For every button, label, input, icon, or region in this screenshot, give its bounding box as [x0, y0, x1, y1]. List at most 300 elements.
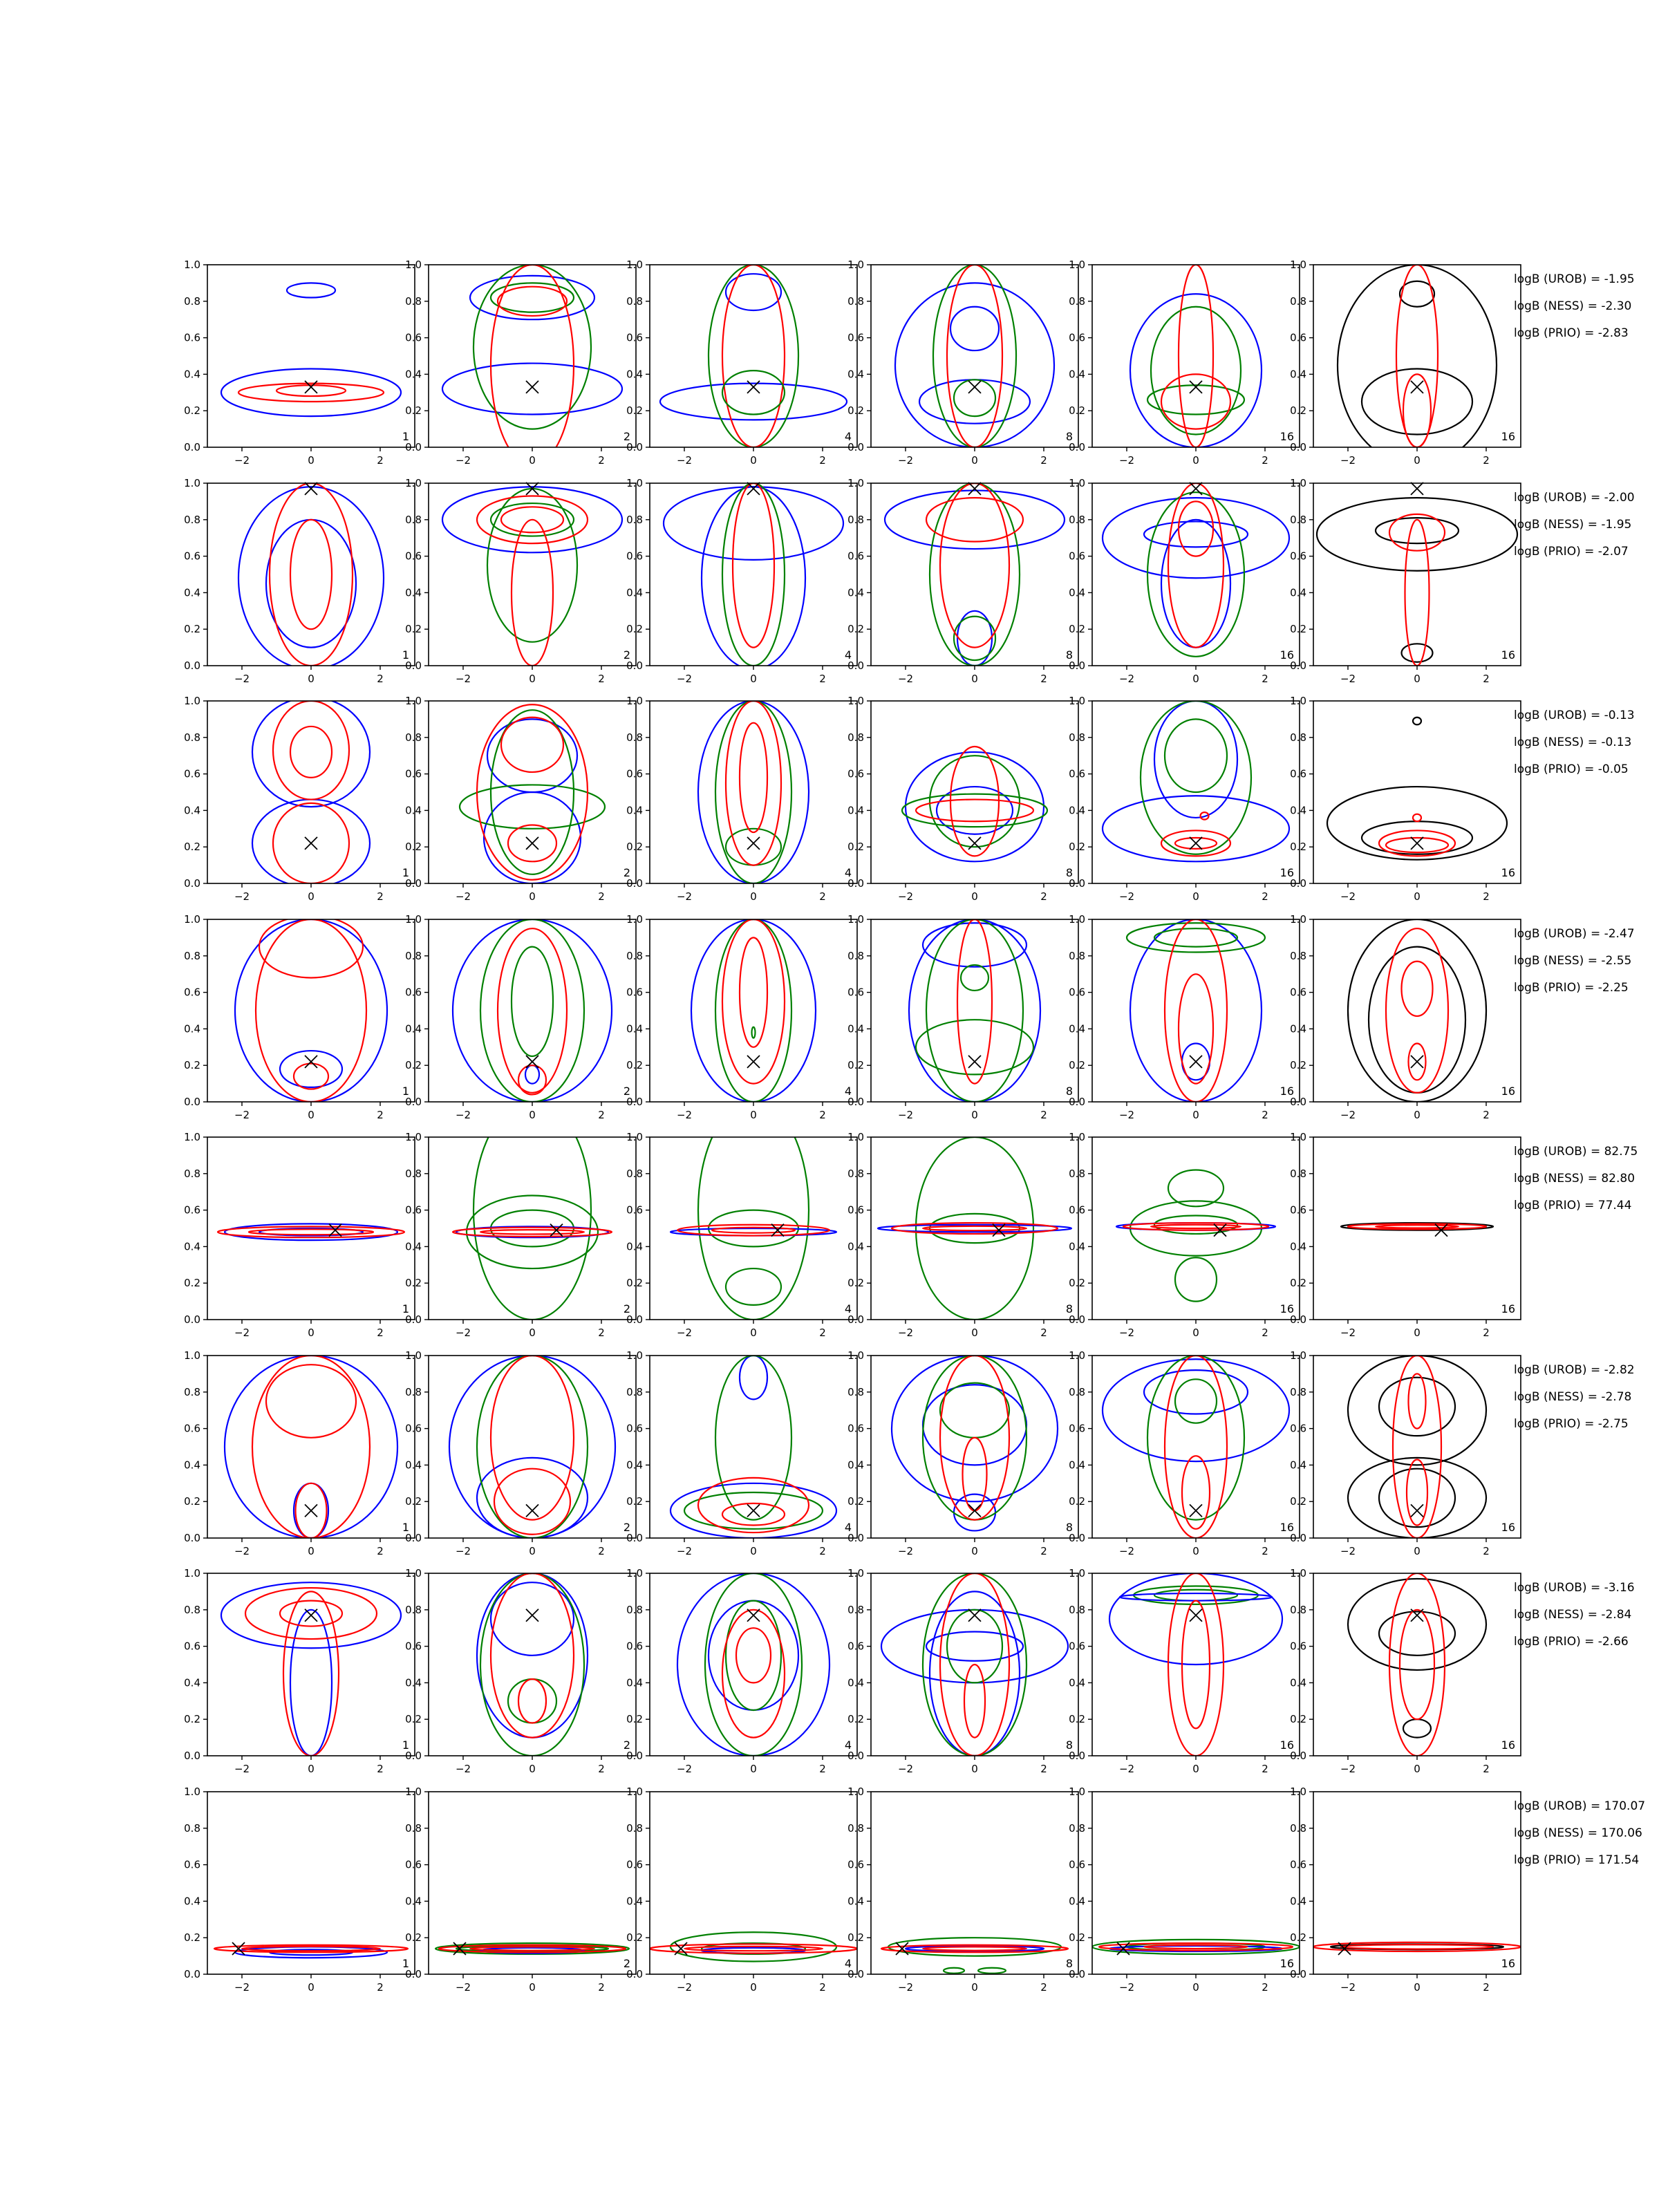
y-tick-label: 0.6 — [184, 550, 200, 563]
x-tick-label: −2 — [234, 890, 250, 903]
contour-group — [442, 265, 622, 465]
x-tick-label: −2 — [1118, 1763, 1135, 1775]
panel-corner-label: 16 — [1280, 1521, 1294, 1534]
y-tick-label: 0.8 — [184, 949, 200, 962]
subplot-panel — [623, 695, 857, 903]
y-tick-label: 0.4 — [1069, 1022, 1085, 1035]
x-tick-label: 0 — [750, 890, 757, 903]
x-tick-label: 0 — [971, 1327, 978, 1339]
subplot-panel — [1069, 477, 1300, 685]
contour-line-urob — [238, 487, 384, 669]
logb-annotation: logB (NESS) = -2.30 — [1514, 299, 1632, 313]
contour-line-ness — [1179, 501, 1213, 556]
panel-corner-label: 8 — [1065, 1738, 1073, 1752]
contour-line-urob — [923, 923, 1027, 966]
y-tick-label: 0.4 — [1069, 804, 1085, 817]
x-tick-label: 2 — [819, 1763, 826, 1775]
contour-line-urob — [287, 283, 335, 297]
logb-annotation: logB (PRIO) = -2.75 — [1514, 1417, 1629, 1431]
contour-line-urob — [442, 364, 622, 415]
y-tick-label: 0.4 — [626, 586, 643, 599]
y-tick-label: 0.8 — [847, 1167, 864, 1180]
y-tick-label: 1.0 — [847, 259, 864, 271]
x-tick-label: −2 — [455, 454, 471, 467]
y-tick-label: 0.6 — [847, 986, 864, 999]
panel-corner-label: 16 — [1501, 1738, 1515, 1752]
contour-line-ness — [480, 1230, 584, 1234]
y-tick-label: 0.2 — [405, 841, 422, 854]
y-tick-label: 0.4 — [184, 1676, 200, 1689]
x-tick-label: −2 — [897, 454, 914, 467]
y-tick-label: 0.4 — [184, 1895, 200, 1908]
y-tick-label: 0.8 — [184, 731, 200, 744]
y-tick-label: 0.2 — [1290, 841, 1306, 854]
x-tick-label: −2 — [676, 1763, 693, 1775]
subplot-panel — [1290, 913, 1521, 1121]
contour-line-truth — [1400, 281, 1434, 307]
contour-line-urob — [691, 919, 816, 1102]
x-tick-label: 2 — [598, 1763, 605, 1775]
y-tick-label: 0.2 — [626, 1277, 643, 1290]
x-tick-label: 0 — [1192, 1109, 1199, 1121]
contour-line-prio — [752, 1027, 756, 1038]
subplot-panel — [1290, 477, 1521, 685]
contour-line-urob — [221, 368, 401, 416]
contour-line-urob — [726, 274, 781, 310]
y-tick-label: 0.2 — [847, 404, 864, 418]
y-tick-label: 0.6 — [1069, 1640, 1085, 1653]
y-tick-label: 0.6 — [1069, 1203, 1085, 1217]
true-value-marker — [1190, 1056, 1202, 1068]
contour-line-ness — [923, 1947, 1027, 1950]
contour-line-truth — [1376, 518, 1459, 543]
contour-line-ness — [518, 1065, 546, 1094]
contour-line-urob — [1103, 796, 1289, 861]
contour-line-ness — [1396, 265, 1438, 447]
subplot-panel — [1069, 695, 1300, 903]
x-tick-label: 0 — [1192, 890, 1199, 903]
contour-group — [1327, 718, 1507, 860]
subplot-panel — [1290, 1349, 1521, 1557]
x-tick-label: 0 — [1192, 1545, 1199, 1557]
contour-line-ness — [736, 1628, 771, 1683]
axes-frame — [207, 919, 415, 1102]
y-tick-label: 0.6 — [1290, 1422, 1306, 1435]
x-tick-label: 0 — [529, 1763, 536, 1775]
panel-corner-label: 2 — [623, 430, 630, 443]
y-tick-label: 1.0 — [184, 1131, 200, 1143]
subplot-panel — [1290, 1131, 1521, 1339]
y-tick-label: 1.0 — [184, 1785, 200, 1798]
contour-line-ness — [957, 919, 992, 1084]
y-tick-label: 0.2 — [405, 404, 422, 418]
x-tick-label: −2 — [455, 1545, 471, 1557]
subplot-panel — [1069, 913, 1300, 1121]
panel-corner-label: 2 — [623, 866, 630, 879]
x-tick-label: 2 — [377, 454, 384, 467]
x-tick-label: 2 — [1483, 1545, 1490, 1557]
y-tick-label: 1.0 — [847, 1567, 864, 1580]
y-tick-label: 1.0 — [626, 1349, 643, 1362]
contour-line-urob — [1103, 498, 1289, 578]
true-value-marker — [1411, 1056, 1423, 1068]
y-tick-label: 0.2 — [626, 1495, 643, 1508]
y-tick-label: 1.0 — [626, 477, 643, 489]
y-tick-label: 0.6 — [626, 550, 643, 563]
x-tick-label: 2 — [1262, 1981, 1268, 1994]
contour-line-urob — [1109, 1573, 1282, 1665]
x-tick-label: −2 — [1118, 1327, 1135, 1339]
x-tick-label: 0 — [971, 454, 978, 467]
y-tick-label: 0.6 — [405, 1640, 422, 1653]
logb-annotation: logB (NESS) = 170.06 — [1514, 1826, 1642, 1840]
contour-line-urob — [923, 1385, 1027, 1465]
true-value-marker — [747, 1609, 760, 1622]
y-tick-label: 0.2 — [405, 1713, 422, 1726]
x-tick-label: 2 — [1040, 1981, 1047, 1994]
y-tick-label: 1.0 — [1290, 913, 1306, 926]
y-tick-label: 0.0 — [1069, 1096, 1085, 1108]
x-tick-label: 2 — [1262, 1109, 1268, 1121]
subplot-panel — [1069, 1567, 1300, 1775]
y-tick-label: 0.6 — [1290, 331, 1306, 344]
y-tick-label: 0.0 — [1069, 1313, 1085, 1326]
x-tick-label: 0 — [750, 1981, 757, 1994]
contour-line-urob — [709, 1601, 798, 1710]
contour-line-ness — [923, 1226, 1027, 1230]
y-tick-label: 1.0 — [1069, 1131, 1085, 1143]
y-tick-label: 0.8 — [184, 1821, 200, 1835]
contour-line-truth — [1413, 718, 1421, 725]
subplot-panel — [623, 1100, 857, 1339]
y-tick-label: 0.0 — [184, 1096, 200, 1108]
contour-group — [698, 701, 809, 883]
x-tick-label: 0 — [750, 1763, 757, 1775]
axes-frame — [1313, 1573, 1521, 1756]
x-tick-label: 2 — [1483, 673, 1490, 685]
contour-line-ness — [677, 1225, 830, 1236]
y-tick-label: 1.0 — [184, 695, 200, 707]
y-tick-label: 0.6 — [626, 986, 643, 999]
x-tick-label: −2 — [1118, 673, 1135, 685]
figure-row — [184, 259, 1634, 467]
y-tick-label: 0.6 — [1290, 1203, 1306, 1217]
x-tick-label: 2 — [819, 1545, 826, 1557]
y-tick-label: 0.8 — [1290, 1167, 1306, 1180]
contour-group — [238, 483, 384, 669]
y-tick-label: 0.6 — [1069, 767, 1085, 780]
subplot-panel — [405, 477, 636, 685]
x-tick-label: −2 — [455, 673, 471, 685]
contour-line-prio — [978, 1968, 1006, 1974]
y-tick-label: 0.4 — [1290, 586, 1306, 599]
contour-line-prio — [944, 1968, 964, 1974]
y-tick-label: 0.0 — [1069, 1750, 1085, 1762]
panel-corner-label: 4 — [844, 648, 852, 662]
subplot-panel — [623, 1785, 857, 1994]
contour-group — [878, 1137, 1071, 1320]
panel-corner-label: 8 — [1065, 1957, 1073, 1970]
axes-frame — [1313, 265, 1521, 447]
y-tick-label: 0.4 — [1290, 1022, 1306, 1035]
panel-corner-label: 1 — [402, 1521, 409, 1534]
panel-corner-label: 8 — [1065, 430, 1073, 443]
y-tick-label: 0.8 — [184, 1167, 200, 1180]
x-tick-label: 2 — [1262, 1763, 1268, 1775]
y-tick-label: 1.0 — [1290, 1567, 1306, 1580]
y-tick-label: 0.8 — [184, 513, 200, 526]
y-tick-label: 0.8 — [405, 1821, 422, 1835]
x-tick-label: −2 — [676, 1109, 693, 1121]
x-tick-label: 0 — [750, 1327, 757, 1339]
subplot-panel — [623, 259, 857, 467]
logb-annotation: logB (NESS) = -2.55 — [1514, 954, 1632, 968]
y-tick-label: 0.2 — [1290, 404, 1306, 418]
subplot-panel — [184, 1567, 415, 1775]
y-tick-label: 0.4 — [184, 368, 200, 381]
y-tick-label: 0.8 — [626, 1821, 643, 1835]
contour-line-prio — [512, 947, 553, 1056]
figure-row — [184, 1567, 1634, 1775]
x-tick-label: 0 — [971, 1545, 978, 1557]
subplot-panel — [184, 1785, 415, 1994]
y-tick-label: 0.0 — [847, 877, 864, 890]
x-tick-label: 0 — [529, 673, 536, 685]
x-tick-label: 0 — [308, 1327, 315, 1339]
y-tick-label: 0.0 — [847, 1750, 864, 1762]
x-tick-label: 2 — [1262, 1545, 1268, 1557]
y-tick-label: 0.0 — [405, 659, 422, 672]
x-tick-label: 2 — [1483, 890, 1490, 903]
contour-group — [214, 1945, 408, 1958]
subplot-panel — [184, 913, 415, 1121]
x-tick-label: 0 — [750, 1545, 757, 1557]
subplot-panel — [405, 1100, 636, 1339]
x-tick-label: 2 — [1483, 454, 1490, 467]
x-tick-label: −2 — [455, 1327, 471, 1339]
y-tick-label: 0.4 — [184, 804, 200, 817]
axes-frame — [650, 483, 857, 666]
contour-line-ness — [684, 1947, 823, 1951]
x-tick-label: −2 — [234, 1327, 250, 1339]
true-value-marker — [305, 482, 317, 495]
axes-frame — [650, 701, 857, 883]
axes-frame — [1092, 483, 1300, 666]
y-tick-label: 0.6 — [184, 1858, 200, 1871]
y-tick-label: 0.2 — [184, 1931, 200, 1944]
y-tick-label: 1.0 — [405, 1349, 422, 1362]
contour-line-urob — [280, 1051, 342, 1087]
y-tick-label: 0.2 — [1290, 1713, 1306, 1726]
axes-frame — [1313, 483, 1521, 666]
x-tick-label: 0 — [971, 890, 978, 903]
y-tick-label: 0.4 — [626, 804, 643, 817]
contour-group — [671, 1100, 836, 1320]
x-tick-label: 2 — [598, 1327, 605, 1339]
y-tick-label: 1.0 — [1290, 695, 1306, 707]
contour-line-prio — [1154, 928, 1237, 946]
y-tick-label: 0.4 — [626, 1459, 643, 1472]
panel-corner-label: 8 — [1065, 1085, 1073, 1098]
contour-line-urob — [491, 1582, 574, 1656]
y-tick-label: 0.0 — [1069, 877, 1085, 890]
x-tick-label: 2 — [377, 1327, 384, 1339]
x-tick-label: −2 — [676, 673, 693, 685]
panel-corner-label: 16 — [1280, 430, 1294, 443]
contour-line-urob — [671, 1228, 836, 1236]
contour-group — [650, 1932, 857, 1961]
contour-line-ness — [940, 483, 1009, 648]
y-tick-label: 1.0 — [184, 259, 200, 271]
contour-group — [892, 1356, 1058, 1530]
x-tick-label: −2 — [676, 1327, 693, 1339]
contour-line-prio — [947, 1610, 1002, 1683]
x-tick-label: 2 — [819, 1109, 826, 1121]
x-tick-label: 2 — [598, 1981, 605, 1994]
y-tick-label: 0.4 — [626, 1022, 643, 1035]
true-value-marker — [526, 1609, 538, 1622]
subplot-panel — [184, 259, 415, 467]
true-value-marker — [1411, 837, 1423, 850]
x-tick-label: −2 — [897, 890, 914, 903]
y-tick-label: 0.0 — [184, 1968, 200, 1980]
contour-line-ness — [722, 1503, 785, 1526]
logb-annotation: logB (PRIO) = -2.07 — [1514, 545, 1629, 559]
true-value-marker — [1190, 837, 1202, 850]
contour-line-prio — [954, 617, 995, 660]
contour-line-truth — [1327, 787, 1507, 860]
y-tick-label: 0.8 — [1290, 1603, 1306, 1616]
x-tick-label: 0 — [308, 1109, 315, 1121]
y-tick-label: 0.0 — [1290, 659, 1306, 672]
contour-group — [1103, 483, 1289, 657]
y-tick-label: 0.6 — [626, 1422, 643, 1435]
x-tick-label: 2 — [1040, 1763, 1047, 1775]
y-tick-label: 0.6 — [405, 550, 422, 563]
subplot-panel — [405, 259, 636, 467]
logb-annotation: logB (UROB) = -0.13 — [1514, 709, 1635, 722]
x-tick-label: 2 — [1040, 890, 1047, 903]
axes-frame — [871, 1137, 1078, 1320]
y-tick-label: 0.4 — [626, 1895, 643, 1908]
contour-line-ness — [512, 520, 553, 666]
figure-row — [184, 1100, 1638, 1339]
y-tick-label: 0.2 — [626, 404, 643, 418]
subplot-panel — [405, 1785, 636, 1994]
y-tick-label: 0.4 — [1069, 1895, 1085, 1908]
y-tick-label: 0.6 — [405, 986, 422, 999]
x-tick-label: 2 — [377, 673, 384, 685]
y-tick-label: 1.0 — [847, 1785, 864, 1798]
x-tick-label: 0 — [1414, 1109, 1421, 1121]
y-tick-label: 1.0 — [184, 477, 200, 489]
x-tick-label: 2 — [819, 454, 826, 467]
y-tick-label: 0.0 — [405, 441, 422, 453]
contour-line-prio — [715, 919, 791, 1102]
panel-corner-label: 4 — [844, 1957, 852, 1970]
contour-line-urob — [1120, 1593, 1272, 1601]
y-tick-label: 0.4 — [184, 1022, 200, 1035]
subplot-panel — [1069, 1785, 1300, 1994]
contour-line-urob — [906, 752, 1044, 861]
axes-frame — [871, 265, 1078, 447]
y-tick-label: 0.2 — [184, 1713, 200, 1726]
contour-line-ness — [733, 483, 774, 648]
y-tick-label: 0.8 — [626, 731, 643, 744]
y-tick-label: 0.4 — [1290, 1676, 1306, 1689]
x-tick-label: 0 — [308, 454, 315, 467]
x-tick-label: 2 — [819, 673, 826, 685]
y-tick-label: 0.8 — [847, 1603, 864, 1616]
x-tick-label: −2 — [1118, 890, 1135, 903]
y-tick-label: 0.8 — [626, 1385, 643, 1398]
y-tick-label: 0.6 — [184, 331, 200, 344]
y-tick-label: 0.6 — [847, 767, 864, 780]
y-tick-label: 0.0 — [626, 659, 643, 672]
subplot-panel — [844, 1349, 1078, 1557]
contour-line-urob — [525, 1065, 539, 1083]
subplot-panel — [844, 1785, 1078, 1994]
contour-line-ness — [1179, 974, 1213, 1083]
y-tick-label: 1.0 — [1290, 477, 1306, 489]
contour-line-prio — [961, 965, 988, 991]
contour-line-urob — [885, 491, 1065, 549]
contour-line-ness — [1409, 1374, 1426, 1428]
figure-row — [184, 477, 1634, 685]
true-value-marker — [1190, 1609, 1202, 1622]
y-tick-label: 0.4 — [847, 1459, 864, 1472]
y-tick-label: 0.2 — [847, 623, 864, 636]
y-tick-label: 0.2 — [1069, 623, 1085, 636]
y-tick-label: 0.4 — [405, 804, 422, 817]
contour-group — [1130, 265, 1262, 447]
x-tick-label: −2 — [1340, 1981, 1356, 1994]
panel-corner-label: 1 — [402, 866, 409, 879]
contour-group — [221, 1582, 401, 1756]
y-tick-label: 0.8 — [1069, 294, 1085, 308]
y-tick-label: 1.0 — [626, 1131, 643, 1143]
y-tick-label: 0.6 — [847, 1858, 864, 1871]
y-tick-label: 0.0 — [626, 441, 643, 453]
contour-line-urob — [881, 1610, 1068, 1683]
subplot-panel — [1069, 1349, 1300, 1557]
true-value-marker — [1411, 1504, 1423, 1517]
contour-line-prio — [726, 1268, 781, 1305]
x-tick-label: 0 — [308, 1981, 315, 1994]
x-tick-label: 0 — [971, 1763, 978, 1775]
contour-line-ness — [259, 916, 363, 978]
contour-group — [235, 916, 387, 1102]
subplot-panel — [184, 1131, 415, 1339]
contour-line-ness — [256, 919, 366, 1102]
contour-line-prio — [1127, 923, 1265, 952]
logb-annotation: logB (NESS) = 82.80 — [1514, 1172, 1635, 1185]
x-tick-label: 0 — [1414, 1545, 1421, 1557]
x-tick-label: 2 — [377, 1763, 384, 1775]
x-tick-label: −2 — [1340, 1545, 1356, 1557]
contour-group — [691, 919, 816, 1102]
contour-line-urob — [1130, 294, 1262, 447]
x-tick-label: −2 — [1340, 1763, 1356, 1775]
contour-line-ness — [963, 1438, 987, 1511]
contour-line-prio — [954, 379, 995, 416]
axes-frame — [429, 265, 636, 447]
y-tick-label: 0.4 — [1290, 1459, 1306, 1472]
y-tick-label: 0.0 — [405, 877, 422, 890]
y-tick-label: 0.2 — [184, 841, 200, 854]
contour-group — [1338, 265, 1497, 465]
y-tick-label: 0.4 — [405, 586, 422, 599]
